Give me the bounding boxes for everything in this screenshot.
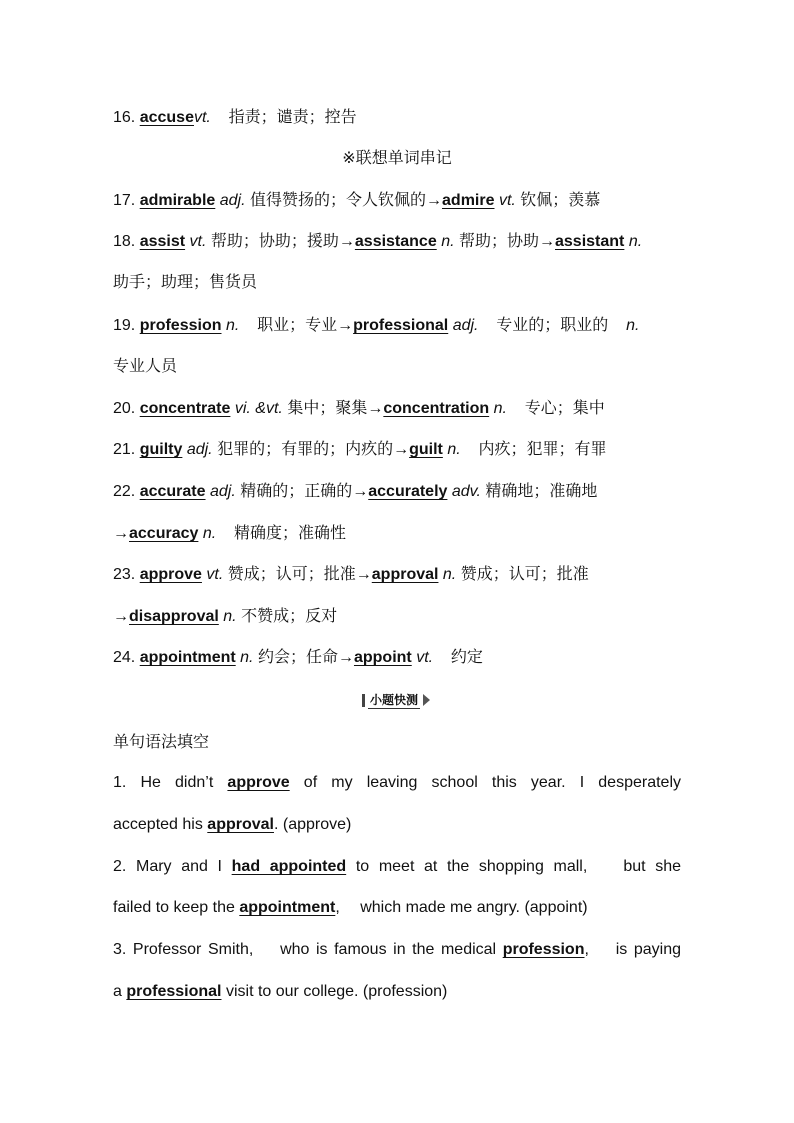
meaning: 帮助；协助；援助→ [210, 233, 355, 250]
part-of-speech: vt. [206, 566, 224, 583]
meaning: 赞成；认可；批准→ [227, 566, 372, 583]
entry-23-cont [113, 606, 681, 628]
answer-word: accurate [139, 483, 206, 500]
meaning: 精确度；准确性 [233, 525, 346, 542]
entry-17 [113, 190, 681, 212]
question-text: to meet at the shopping mall, but she [355, 858, 682, 875]
part-of-speech: adj. [219, 192, 246, 209]
question-text: of my leaving school this year. I desperately [303, 774, 682, 791]
entry-number: 21. [113, 441, 136, 458]
part-of-speech: n. [628, 233, 643, 250]
meaning: 约会；任命→ [257, 649, 354, 666]
meaning: 犯罪的；有罪的；内疚的→ [217, 441, 410, 458]
entry-number: 20. [113, 400, 136, 417]
quiz-header [357, 690, 435, 710]
part-of-speech: adv. [451, 483, 481, 500]
quiz-q1-line1 [113, 772, 681, 794]
answer-word: accuse [139, 109, 194, 126]
answer-word: appoint [353, 649, 412, 666]
quiz-q3-line1 [113, 939, 681, 961]
part-of-speech: adj. [209, 483, 236, 500]
question-text: accepted his [113, 816, 203, 833]
meaning: 专心；集中 [524, 400, 605, 417]
meaning: 约定 [450, 649, 483, 666]
meaning: 精确的；正确的→ [240, 483, 369, 500]
answer-word: admirable [139, 192, 216, 209]
answer-word: concentration [383, 400, 490, 417]
part-of-speech: n. [202, 525, 217, 542]
entry-16 [113, 107, 681, 129]
entry-number: 24. [113, 649, 136, 666]
quiz-q1-line2 [113, 814, 681, 836]
quiz-title: 单句语法填空 [113, 734, 210, 751]
answer-word: approve [227, 774, 290, 791]
question-text: visit to our college. (profession) [225, 983, 448, 1000]
question-text: . (approve) [273, 816, 352, 833]
answer-word: concentrate [139, 400, 231, 417]
question-text: , which made me angry. (appoint) [335, 899, 588, 916]
part-of-speech: n. [223, 608, 237, 625]
part-of-speech: vt. [498, 192, 516, 209]
meaning: 专业的；职业的 [496, 317, 609, 334]
answer-word: admire [442, 192, 495, 209]
entry-19 [113, 315, 681, 337]
part-of-speech: n. [626, 317, 640, 334]
part-of-speech: vt. [416, 649, 434, 666]
answer-word: guilty [139, 441, 183, 458]
meaning: 帮助；协助→ [458, 233, 555, 250]
question-text: 1. He didn’t [113, 774, 214, 791]
meaning: 赞成；认可；批准 [460, 566, 589, 583]
part-of-speech: n. [493, 400, 507, 417]
question-text: a [113, 983, 122, 1000]
part-of-speech: vt. [193, 109, 211, 126]
answer-word: accurately [368, 483, 448, 500]
quiz-q3-line2 [113, 981, 681, 1003]
meaning: 精确地；准确地 [485, 483, 598, 500]
entry-22-cont [113, 523, 681, 545]
section-title: ※联想单词串记 [342, 150, 452, 167]
part-of-speech: n. [447, 441, 461, 458]
part-of-speech: n. [441, 233, 455, 250]
question-text: , is paying [584, 941, 681, 958]
meaning: 不赞成；反对 [241, 608, 338, 625]
answer-word: approval [207, 816, 274, 833]
triangle-icon [423, 694, 430, 706]
question-text: failed to keep the [113, 899, 235, 916]
meaning: 内疚；犯罪；有罪 [478, 441, 607, 458]
answer-word: profession [502, 941, 585, 958]
entry-18 [113, 231, 681, 253]
meaning: 职业；专业→ [257, 317, 354, 334]
answer-word: accuracy [129, 525, 199, 542]
answer-word: approval [371, 566, 439, 583]
part-of-speech: adj. [452, 317, 479, 334]
meaning: 集中；聚集→ [287, 400, 384, 417]
entry-20 [113, 398, 681, 420]
answer-word: assistant [555, 233, 625, 250]
entry-21 [113, 439, 681, 461]
meaning: 指责；谴责；控告 [228, 109, 357, 126]
answer-word: appointment [239, 899, 336, 916]
part-of-speech: vt. [189, 233, 207, 250]
answer-word: profession [139, 317, 222, 334]
entry-22 [113, 481, 681, 503]
entry-number: 19. [113, 317, 136, 334]
quiz-header-label: 小题快测 [369, 693, 418, 707]
entry-23 [113, 564, 681, 586]
meaning: 钦佩；羡慕 [520, 192, 601, 209]
answer-word: appointment [139, 649, 236, 666]
part-of-speech: n. [240, 649, 254, 666]
entry-number: 16. [113, 109, 136, 126]
entry-18-cont: 助手；助理；售货员 [113, 274, 258, 291]
entry-number: 18. [113, 233, 136, 250]
answer-word: assist [139, 233, 186, 250]
entry-number: 23. [113, 566, 136, 583]
entry-number: 17. [113, 192, 136, 209]
question-text: 2. Mary and I [113, 858, 222, 875]
answer-word: disapproval [129, 608, 219, 625]
bar-icon [362, 694, 365, 707]
entry-19-cont: 专业人员 [113, 358, 178, 375]
part-of-speech: vi. &vt. [234, 400, 283, 417]
entry-24 [113, 647, 681, 669]
arrow-icon: → [113, 525, 129, 542]
quiz-q2-line1 [113, 856, 681, 878]
answer-word: professional [353, 317, 449, 334]
quiz-q2-line2 [113, 897, 681, 919]
answer-word: approve [139, 566, 202, 583]
part-of-speech: n. [225, 317, 240, 334]
part-of-speech: n. [442, 566, 457, 583]
meaning: 值得赞扬的；令人钦佩的→ [250, 192, 443, 209]
answer-word: guilt [409, 441, 443, 458]
question-text: 3. Professor Smith, who is famous in the medical [113, 941, 497, 958]
answer-word: assistance [354, 233, 437, 250]
answer-word: professional [126, 983, 222, 1000]
arrow-icon: → [113, 608, 129, 625]
part-of-speech: adj. [186, 441, 213, 458]
entry-number: 22. [113, 483, 136, 500]
answer-word: had appointed [231, 858, 347, 875]
